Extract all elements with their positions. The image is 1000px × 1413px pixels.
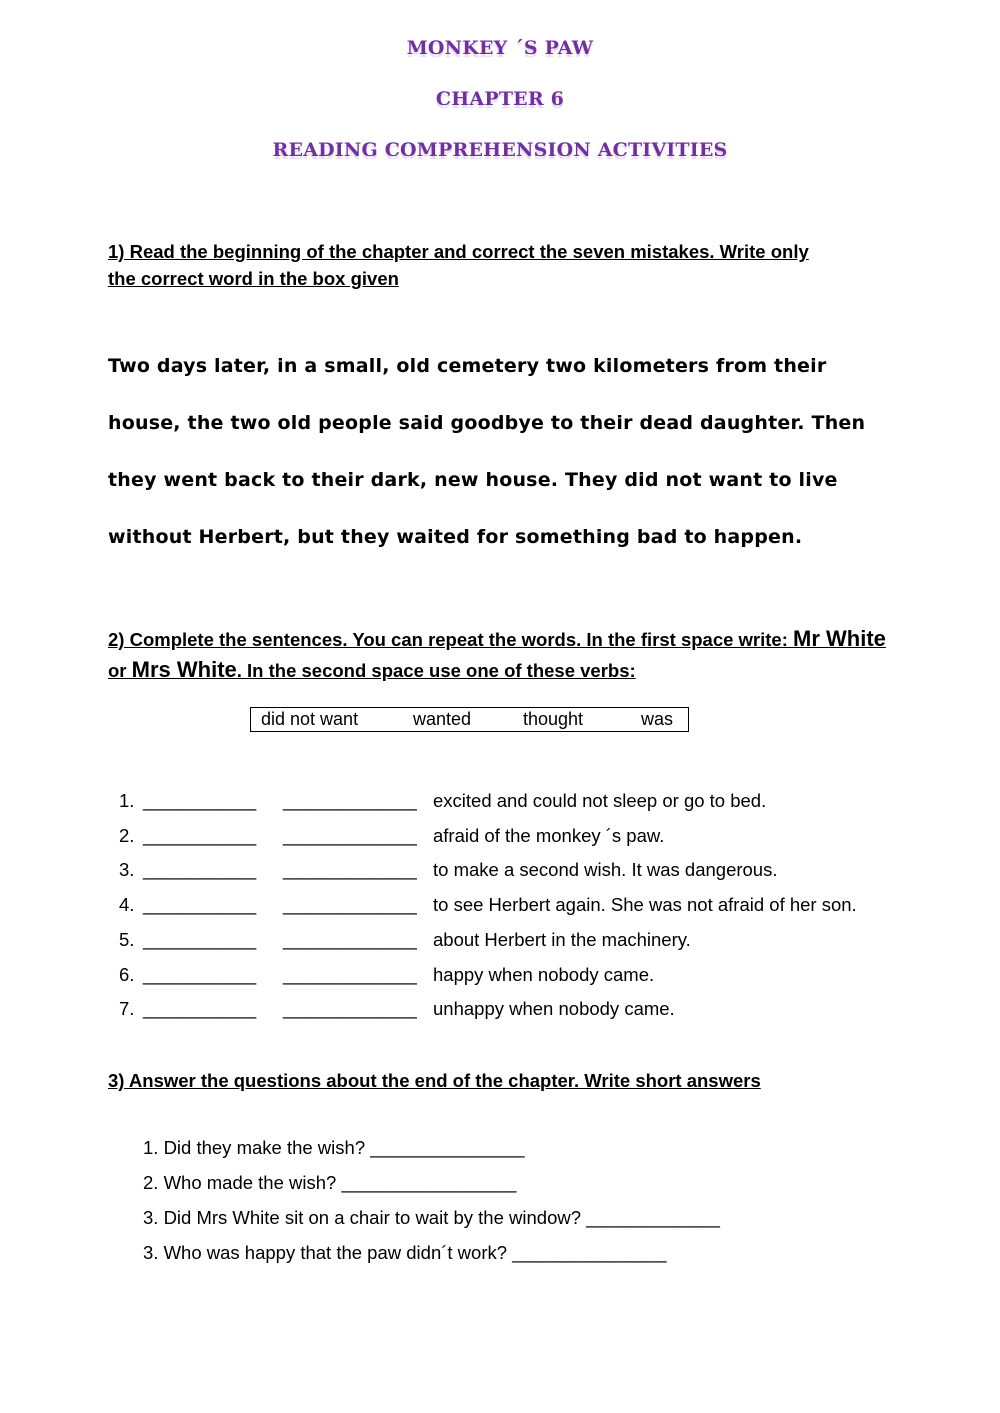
verb-blank[interactable]: _____________ [283,894,417,915]
passage-line: house, the two old people said goodbye to their dead daughter. Then [108,412,866,434]
item-number: 3. [119,859,135,880]
sentence-text: to make a second wish. It was dangerous. [433,859,778,880]
question-item[interactable]: 1. Did they make the wish? _______________ [143,1137,525,1158]
section1-instruction-line2: the correct word in the box given [108,268,399,289]
passage-line: Two days later, in a small, old cemetery two kilometers from their [108,355,827,377]
name-blank[interactable]: ___________ [143,859,257,880]
item-number: 6. [119,964,135,985]
verb-option: thought [523,709,584,729]
sentence-text: to see Herbert again. She was not afraid of her son. [433,894,857,915]
sentence-text: happy when nobody came. [433,964,655,985]
chapter-title: CHAPTER 6 [435,88,565,110]
item-number: 5. [119,929,135,950]
section3-instruction: 3) Answer the questions about the end of the chapter. Write short answers [108,1070,761,1091]
section1-instruction-line1: 1) Read the beginning of the chapter and correct the seven mistakes. Write only [108,241,809,262]
verb-blank[interactable]: _____________ [283,964,417,985]
name-blank[interactable]: ___________ [143,998,257,1019]
verb-blank[interactable]: _____________ [283,825,417,846]
item-number: 4. [119,894,135,915]
passage-line: they went back to their dark, new house. They did not want to live [108,469,838,491]
sentence-text: afraid of the monkey ´s paw. [433,825,665,846]
name-blank[interactable]: ___________ [143,894,257,915]
passage-line: without Herbert, but they waited for something bad to happen. [108,526,803,548]
section2-instruction-part-b: . In the second space use one of these verbs: [236,660,636,681]
sentence-text: about Herbert in the machinery. [433,929,691,950]
verb-blank[interactable]: _____________ [283,929,417,950]
name-mr-white: Mr White [793,626,886,651]
worksheet-title: MONKEY ´S PAW [406,37,594,59]
item-number: 1. [119,790,135,811]
section2-instruction-or: or [108,660,132,681]
item-number: 2. [119,825,135,846]
sentence-text: unhappy when nobody came. [433,998,675,1019]
name-mrs-white: Mrs White [131,657,237,682]
name-blank[interactable]: ___________ [143,825,257,846]
item-number: 7. [119,998,135,1019]
section2-instruction [108,624,898,686]
question-item[interactable]: 3. Who was happy that the paw didn´t work? _______________ [143,1242,667,1263]
activities-title: READING COMPREHENSION ACTIVITIES [272,139,728,161]
verb-blank[interactable]: _____________ [283,790,417,811]
name-blank[interactable]: ___________ [143,790,257,811]
section2-instruction-part-a: 2) Complete the sentences. You can repeat the words. In the first space write: [108,629,794,650]
verb-word-box [250,707,689,732]
name-blank[interactable]: ___________ [143,929,257,950]
name-blank[interactable]: ___________ [143,964,257,985]
verb-blank[interactable]: _____________ [283,859,417,880]
verb-option: did not want [261,709,359,729]
question-item[interactable]: 3. Did Mrs White sit on a chair to wait by the window? _____________ [143,1207,720,1228]
question-item[interactable]: 2. Who made the wish? _________________ [143,1172,517,1193]
verb-option: wanted [413,709,472,729]
sentence-text: excited and could not sleep or go to bed. [433,790,767,811]
section1-instruction [108,238,898,292]
verb-option: was [641,709,674,729]
verb-blank[interactable]: _____________ [283,998,417,1019]
